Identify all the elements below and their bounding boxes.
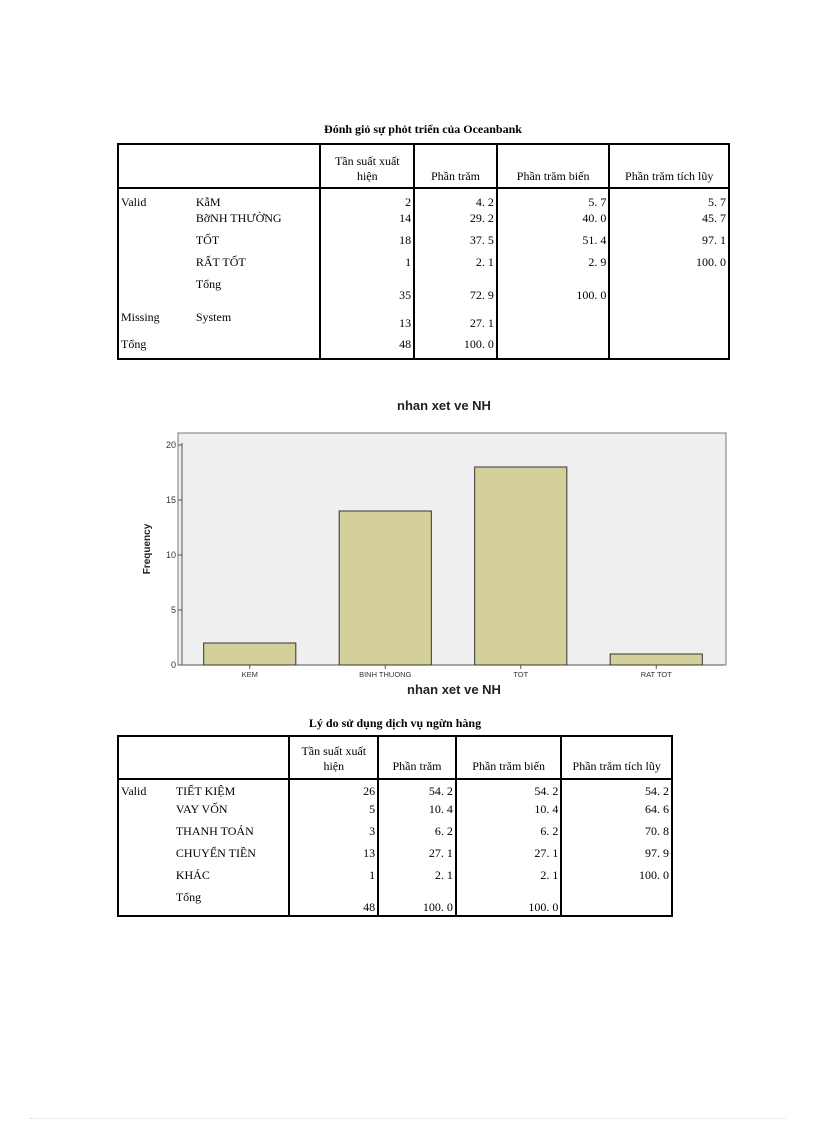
cell-cum: 70. 8 xyxy=(561,824,672,846)
cell-cum xyxy=(609,303,729,331)
table2-header-cum: Phần trăm tích lũy xyxy=(561,736,672,779)
x-tick-label: TOT xyxy=(513,670,529,679)
x-tick-label: KEM xyxy=(241,670,258,679)
table-row xyxy=(118,824,672,846)
y-axis-label: Frequency xyxy=(142,523,153,575)
row-group xyxy=(118,868,174,890)
table1-title: Đónh giỏ sự phỏt triển của Oceanbank xyxy=(324,122,522,136)
table-row xyxy=(118,277,729,303)
y-tick-label: 5 xyxy=(170,605,176,615)
table1 xyxy=(117,143,730,360)
cell-pct: 4. 2 xyxy=(414,188,497,211)
row-group xyxy=(118,277,194,303)
cell-pct: 2. 1 xyxy=(414,255,497,277)
cell-valid: 27. 1 xyxy=(456,846,562,868)
cell-freq: 3 xyxy=(289,824,378,846)
row-group xyxy=(118,824,174,846)
table-row xyxy=(118,255,729,277)
plot-area xyxy=(178,433,726,665)
row-group: Tổng xyxy=(121,337,147,351)
cell-valid: 40. 0 xyxy=(497,211,610,233)
row-label: KẫM xyxy=(195,195,221,209)
row-group: Valid xyxy=(121,784,147,798)
cell-freq: 35 xyxy=(320,277,414,303)
cell-freq: 13 xyxy=(289,846,378,868)
cell-cum: 54. 2 xyxy=(561,779,672,802)
cell-cum: 97. 9 xyxy=(561,846,672,868)
row-label: TỐT xyxy=(195,233,220,247)
chart-title: nhan xet ve NH xyxy=(397,398,491,413)
cell-valid: 6. 2 xyxy=(456,824,562,846)
table1-header-cum: Phần trăm tích lũy xyxy=(609,144,729,188)
table1-header-row xyxy=(118,144,729,188)
table-row xyxy=(118,233,729,255)
bar-rat-tot xyxy=(610,654,702,665)
table-row xyxy=(118,188,729,211)
cell-valid xyxy=(497,303,610,331)
table-row xyxy=(118,868,672,890)
cell-valid: 54. 2 xyxy=(456,779,562,802)
table2-header-freq: Tần suất xuất hiện xyxy=(289,736,378,779)
cell-cum: 45. 7 xyxy=(609,211,729,233)
bar-kem xyxy=(204,643,296,665)
cell-cum xyxy=(561,890,672,916)
row-label: THANH TOÁN xyxy=(175,824,254,838)
table1-header-freq: Tần suất xuất hiện xyxy=(320,144,414,188)
row-group xyxy=(118,890,174,916)
row-label: KHÁC xyxy=(175,868,210,882)
cell-valid: 2. 9 xyxy=(497,255,610,277)
cell-pct: 27. 1 xyxy=(378,846,456,868)
cell-cum: 97. 1 xyxy=(609,233,729,255)
table1-header-valid: Phần trăm biến xyxy=(497,144,610,188)
cell-pct: 2. 1 xyxy=(378,868,456,890)
row-label: VAY VỐN xyxy=(175,802,228,816)
cell-valid: 5. 7 xyxy=(497,188,610,211)
row-group: Valid xyxy=(121,195,147,209)
row-label: System xyxy=(195,309,232,324)
page-bottom-divider xyxy=(30,1118,786,1119)
row-label: BỡNH THƯỜNG xyxy=(195,211,282,225)
table1-header-pct: Phần trăm xyxy=(414,144,497,188)
cell-pct: 27. 1 xyxy=(414,303,497,331)
cell-valid: 51. 4 xyxy=(497,233,610,255)
cell-valid: 100. 0 xyxy=(497,277,610,303)
cell-cum: 100. 0 xyxy=(561,868,672,890)
row-group xyxy=(118,211,194,233)
frequency-bar-chart xyxy=(120,396,740,701)
row-group xyxy=(118,233,194,255)
cell-pct: 10. 4 xyxy=(378,802,456,824)
cell-pct: 100. 0 xyxy=(378,890,456,916)
table2-header-valid: Phần trăm biến xyxy=(456,736,562,779)
cell-pct: 100. 0 xyxy=(414,331,497,359)
bar-tot xyxy=(475,467,567,665)
table2-header-pct: Phần trăm xyxy=(378,736,456,779)
cell-freq: 48 xyxy=(320,331,414,359)
row-label: Tổng xyxy=(175,890,202,904)
cell-pct: 37. 5 xyxy=(414,233,497,255)
cell-cum: 5. 7 xyxy=(609,188,729,211)
x-tick-label: BINH THUONG xyxy=(359,670,412,679)
table-row xyxy=(118,802,672,824)
cell-pct: 29. 2 xyxy=(414,211,497,233)
row-group xyxy=(118,255,194,277)
cell-freq: 1 xyxy=(289,868,378,890)
x-tick-label: RAT TOT xyxy=(640,670,672,679)
cell-freq: 5 xyxy=(289,802,378,824)
x-axis-label: nhan xet ve NH xyxy=(407,682,501,697)
table-row xyxy=(118,846,672,868)
cell-valid: 10. 4 xyxy=(456,802,562,824)
cell-cum xyxy=(609,277,729,303)
cell-freq: 2 xyxy=(320,188,414,211)
row-label: TIẾT KIỆM xyxy=(175,784,236,798)
table-row xyxy=(118,779,672,802)
y-tick-label: 10 xyxy=(165,550,176,560)
x-axis xyxy=(182,665,724,679)
table2-header-row xyxy=(118,736,672,779)
y-tick-label: 15 xyxy=(165,495,176,505)
row-label: RẤT TỐT xyxy=(195,255,246,269)
table2 xyxy=(117,735,673,917)
cell-cum xyxy=(609,331,729,359)
cell-valid: 100. 0 xyxy=(456,890,562,916)
cell-valid xyxy=(497,331,610,359)
table-row xyxy=(118,211,729,233)
cell-freq: 18 xyxy=(320,233,414,255)
table2-header-blank xyxy=(118,736,289,779)
cell-freq: 1 xyxy=(320,255,414,277)
cell-valid: 2. 1 xyxy=(456,868,562,890)
cell-cum: 64. 6 xyxy=(561,802,672,824)
cell-freq: 14 xyxy=(320,211,414,233)
cell-cum: 100. 0 xyxy=(609,255,729,277)
row-label xyxy=(194,331,321,359)
table-row xyxy=(118,890,672,916)
row-label: CHUYỂN TIỀN xyxy=(175,846,256,860)
cell-freq: 26 xyxy=(289,779,378,802)
row-group xyxy=(118,846,174,868)
table-row xyxy=(118,331,729,359)
cell-freq: 13 xyxy=(320,303,414,331)
cell-freq: 48 xyxy=(289,890,378,916)
table1-header-blank xyxy=(118,144,320,188)
table-row xyxy=(118,303,729,331)
y-tick-label: 20 xyxy=(165,440,176,450)
row-group: Missing xyxy=(121,309,160,324)
row-group xyxy=(118,802,174,824)
row-label: Tổng xyxy=(195,277,222,291)
cell-pct: 6. 2 xyxy=(378,824,456,846)
bar-binh-thuong xyxy=(339,511,431,665)
cell-pct: 54. 2 xyxy=(378,779,456,802)
y-tick-label: 0 xyxy=(170,660,176,670)
cell-pct: 72. 9 xyxy=(414,277,497,303)
table2-title: Lý do sử dụng dịch vụ ngừn hàng xyxy=(308,716,482,730)
